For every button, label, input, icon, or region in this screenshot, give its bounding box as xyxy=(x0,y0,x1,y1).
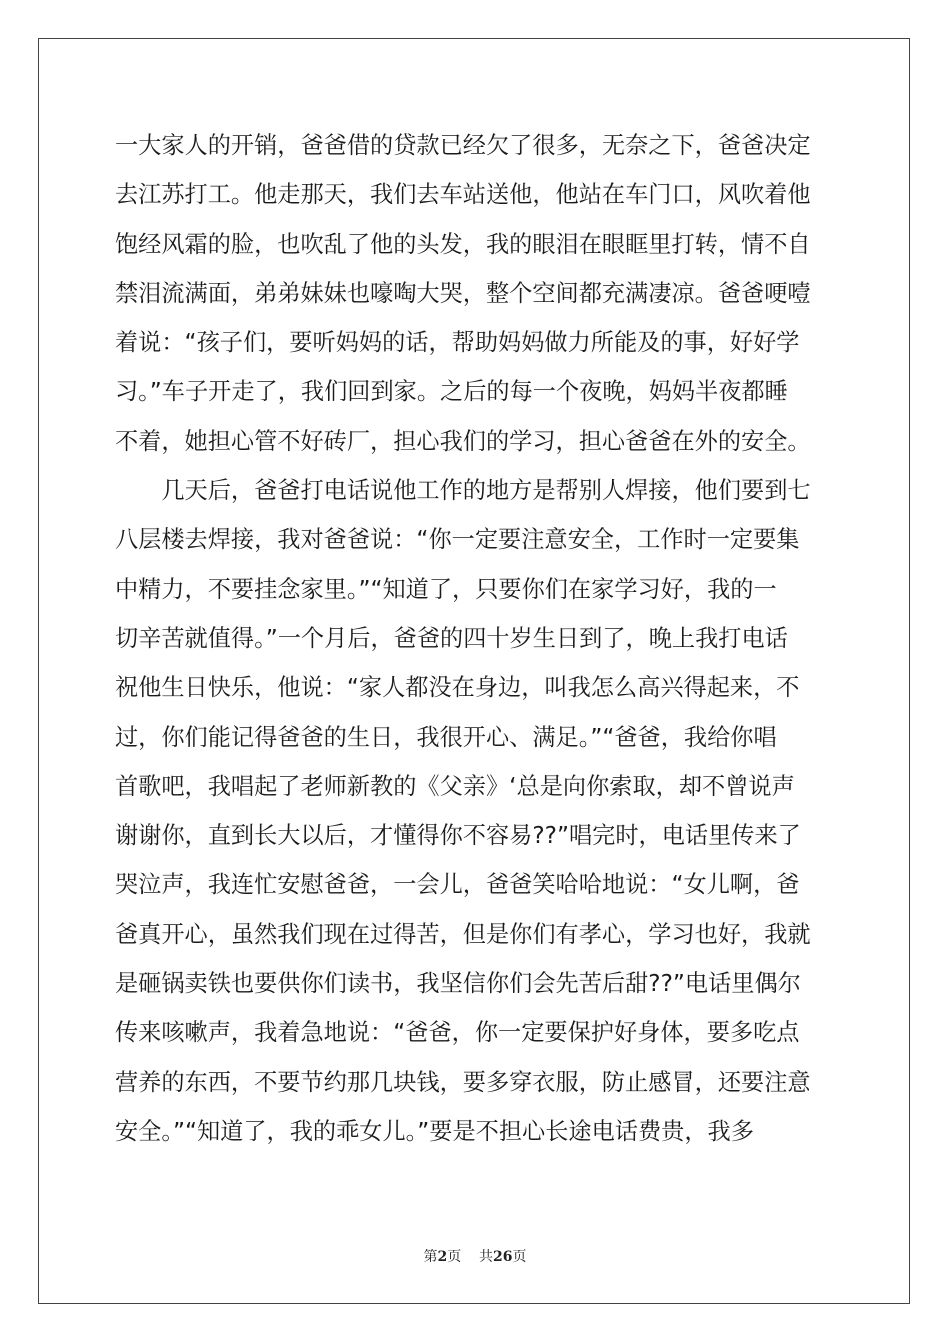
text-line: 几天后，爸爸打电话说他工作的地方是帮别人焊接，他们要到七 xyxy=(115,477,811,505)
text-line: 禁泪流满面，弟弟妹妹也嚎啕大哭，整个空间都充满凄凉。爸爸哽噎 xyxy=(115,279,811,307)
page-number-label xyxy=(423,1249,465,1265)
text-line: 去江苏打工。他走那天，我们去车站送他，他站在车门口，风吹着他 xyxy=(115,181,811,209)
text-line: 哭泣声，我连忙安慰爸爸，一会儿，爸爸笑哈哈地说：“女儿啊，爸 xyxy=(115,871,800,899)
page-footer xyxy=(0,1246,950,1266)
text-line: 过，你们能记得爸爸的生日，我很开心、满足。”“爸爸，我给你唱 xyxy=(115,723,777,751)
text-line: 中精力，不要挂念家里。”“知道了，只要你们在家学习好，我的一 xyxy=(115,575,777,603)
text-line: 谢谢你，直到长大以后，才懂得你不容易??”唱完时，电话里传来了 xyxy=(115,822,801,850)
text-line: 是砸锅卖铁也要供你们读书，我坚信你们会先苦后甜??”电话里偶尔 xyxy=(115,970,801,998)
text-line: 八层楼去焊接，我对爸爸说：“你一定要注意安全，工作时一定要集 xyxy=(115,526,800,554)
text-line: 首歌吧，我唱起了老师新教的《父亲》‘总是向你索取，却不曾说声 xyxy=(115,772,795,800)
total-pages-label xyxy=(479,1249,526,1265)
text-line: 一大家人的开销，爸爸借的贷款已经欠了很多，无奈之下，爸爸决定 xyxy=(115,132,811,159)
total-unit: 页 xyxy=(512,1249,527,1265)
text-line: 爸真开心，虽然我们现在过得苦，但是你们有孝心，学习也好，我就 xyxy=(115,920,811,948)
total-prefix: 共 xyxy=(479,1249,494,1265)
text-line: 祝他生日快乐，他说：“家人都没在身边，叫我怎么高兴得起来，不 xyxy=(115,674,800,702)
page-unit: 页 xyxy=(447,1249,462,1265)
page-prefix: 第 xyxy=(423,1249,438,1265)
body-text xyxy=(115,121,835,1156)
text-line: 着说：“孩子们，要听妈妈的话，帮助妈妈做力所能及的事，好好学 xyxy=(115,329,800,357)
text-line: 安全。”“知道了，我的乖女儿。”要是不担心长途电话费贵，我多 xyxy=(115,1117,754,1145)
text-line: 传来咳嗽声，我着急地说：“爸爸，你一定要保护好身体，要多吃点 xyxy=(115,1019,800,1047)
text-line: 习。”车子开走了，我们回到家。之后的每一个夜晚，妈妈半夜都睡 xyxy=(115,378,788,406)
text-line: 切辛苦就值得。”一个月后，爸爸的四十岁生日到了，晚上我打电话 xyxy=(115,624,788,652)
total-pages-number: 26 xyxy=(493,1249,513,1265)
text-line: 饱经风霜的脸，也吹乱了他的头发，我的眼泪在眼眶里打转，情不自 xyxy=(115,230,811,258)
text-line: 不着，她担心管不好砖厂，担心我们的学习，担心爸爸在外的安全。 xyxy=(115,427,811,455)
text-line: 营养的东西，不要节约那几块钱，要多穿衣服，防止感冒，还要注意 xyxy=(115,1068,811,1096)
current-page-number: 2 xyxy=(437,1249,448,1265)
